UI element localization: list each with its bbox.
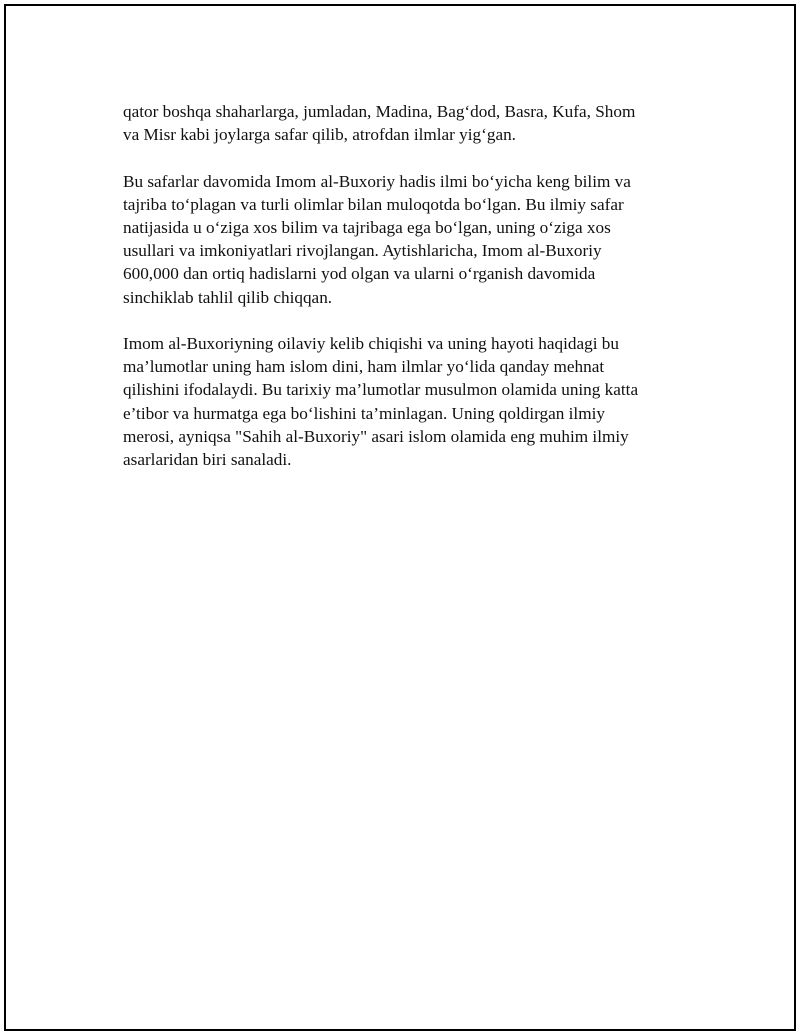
page-border bbox=[4, 4, 796, 1031]
paragraph-3: Imom al-Buxoriyning oilaviy kelib chiqishi va uning hayoti haqidagi bu ma’lumotlar uning ham islom dini, ham ilmlar yo‘lida qanday mehnat qilishini ifodalaydi. Bu tarixiy ma’lumotlar musulmon olamida uning katta e’tibor va hurmatga ega bo‘lishini ta’minlagan. Uning qoldirgan ilmiy merosi, ayniqsa "Sahih al-Buxoriy" asari islom olamida eng muhim ilmiy asarlaridan biri sanaladi. bbox=[123, 334, 639, 470]
document-body bbox=[123, 100, 683, 494]
paragraph-1: qator boshqa shaharlarga, jumladan, Madina, Bag‘dod, Basra, Kufa, Shom va Misr kabi joylarga safar qilib, atrofdan ilmlar yig‘gan. bbox=[123, 102, 636, 145]
paragraph-2: Bu safarlar davomida Imom al-Buxoriy hadis ilmi bo‘yicha keng bilim va tajriba to‘plagan va turli olimlar bilan muloqotda bo‘lgan. Bu ilmiy safar natijasida u o‘ziga xos bilim va tajribaga ega bo‘lgan, uning o‘ziga xos usullari va imkoniyatlari rivojlangan. Aytishlaricha, Imom al-Buxoriy 600,000 dan ortiq hadislarni yod olgan va ularni o‘rganish davomida sinchiklab tahlil qilib chiqqan. bbox=[123, 171, 631, 307]
